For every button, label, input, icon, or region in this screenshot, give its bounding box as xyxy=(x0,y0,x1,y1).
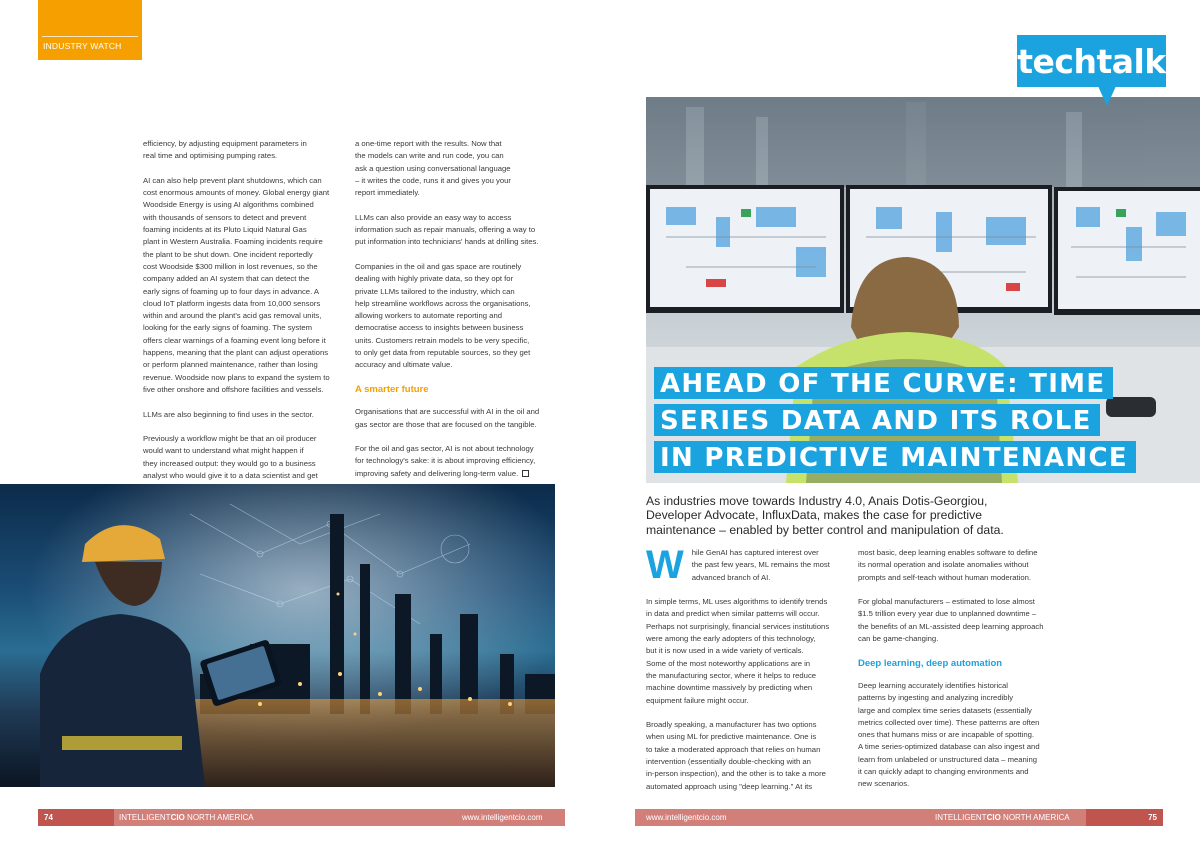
article-headline xyxy=(654,367,1136,478)
paragraph: a one-time report with the results. Now that the models can write and run code, you can ask a question using conversational language – it writes the code, runs it and gives you your report immediately. xyxy=(355,139,511,198)
paragraph: LLMs can also provide an easy way to access information such as repair manuals, offering a way to put information into technicians' hands at drilling sites. xyxy=(355,212,539,247)
footer-url[interactable]: www.intelligentcio.com xyxy=(646,813,727,822)
drop-cap: W xyxy=(646,543,684,587)
brand-suffix: NORTH AMERICA xyxy=(1000,813,1070,822)
headline-text: AHEAD OF THE CURVE: TIME xyxy=(654,367,1113,399)
subheading-smarter-future: A smarter future xyxy=(355,383,429,395)
paragraph-final xyxy=(355,443,555,480)
headline-text: SERIES DATA AND ITS ROLE xyxy=(654,404,1100,436)
refinery-illustration xyxy=(0,484,555,787)
right-page-number: 75 xyxy=(1148,813,1157,822)
left-page-number: 74 xyxy=(44,813,53,822)
left-page-column-2 xyxy=(355,138,555,480)
headline-line-1 xyxy=(654,367,1136,399)
brand-cio: CIO xyxy=(986,813,1001,822)
refinery-engineer-photo xyxy=(0,484,555,787)
paragraph: Previously a workflow might be that an oil producer would want to understand what might happen if they increased output: they would go to a business analyst who would give it to a data scientist and get xyxy=(143,434,318,481)
right-page-column-2 xyxy=(858,547,1068,803)
subheading-deep-learning: Deep learning, deep automation xyxy=(858,657,1003,669)
footer-brand xyxy=(119,809,254,826)
headline-line-3 xyxy=(654,441,1136,473)
paragraph: Companies in the oil and gas space are routinely dealing with highly private data, so they opt for private LLMs tailored to the industry, which can help streamline workflows across the organisations, allowing workers to automate reporting and democratise access to insights between business units. Customers retrain models to be very specific, to only get data from reputable sources, so they get accuracy and ultimate value. xyxy=(355,261,531,370)
paragraph: most basic, deep learning enables software to define its normal operation and isolate anomalies without prompts and self-teach without human moderation. xyxy=(858,548,1038,582)
end-mark-icon xyxy=(522,470,529,477)
paragraph: LLMs are also beginning to find uses in the sector. xyxy=(143,409,314,419)
paragraph: In simple terms, ML uses algorithms to identify trends in data and predict when similar patterns will occur. Perhaps not surprisingly, financial services institutions were among the early adopters of this technology, but it is now used in a wide variety of verticals. Some of the most noteworthy applications are in the manufacturing sector, where it helps to reduce machine downtime massively by predicting when equipment failure might occur. xyxy=(646,597,830,705)
section-tag xyxy=(38,0,142,60)
paragraph: Broadly speaking, a manufacturer has two options when using ML for predictive maintenance. One is to take a moderated approach that relies on human intervention (essentially double-checking with an in-person inspection), and the other is to take a more automated approach using "deep learning." At its xyxy=(646,720,826,791)
paragraph: Organisations that are successful with AI in the oil and gas sector are those that are focused on the tangible. xyxy=(355,407,540,429)
headline-line-2 xyxy=(654,404,1136,436)
left-page-number-box xyxy=(38,809,114,826)
techtalk-logo-text: techtalk xyxy=(1017,42,1166,81)
speech-bubble-tail-icon xyxy=(1098,86,1116,106)
right-page-number-box xyxy=(1086,809,1163,826)
paragraph-text: For the oil and gas sector, AI is not about technology for technology's sake: it is about improving efficiency, improving safety and delivering long-term value. xyxy=(355,444,536,478)
paragraph-text: hile GenAI has captured interest over the past few years, ML remains the most advanced branch of AI. xyxy=(691,548,830,582)
paragraph: AI can also help prevent plant shutdowns, which can cost enormous amounts of money. Global energy giant Woodside Energy is using AI algorithms combined with thousands of sensors to detect and prevent foaming incidents at its Pluto Liquid Natural Gas plant in Western Australia. Foaming incidents require the plant to be shut down. One incident reportedly cost Woodside $300 million in lost revenues, so the company added an AI system that can detect the early signs of foaming up to four days in advance. A cloud IoT platform ingests data from 10,000 sensors within and around the plant's acid gas removal units, looking for the early signs of foaming. The system offers clear warnings of a foaming event long before it happens, meaning that the plant can adjust operations or perform planned maintenance, rather than losing revenue. Woodside now plans to expand the system to five other onshore and offshore facilities and vessels. xyxy=(143,175,330,394)
standfirst: As industries move towards Industry 4.0, Anais Dotis-Georgiou, Developer Advocate, InfluxData, makes the case for predictive maintenance – enabled by better control and manipulation of data. xyxy=(646,494,1004,537)
paragraph: efficiency, by adjusting equipment parameters in real time and optimising pumping rates. xyxy=(143,139,307,161)
headline-text: IN PREDICTIVE MAINTENANCE xyxy=(654,441,1136,473)
paragraph: Deep learning accurately identifies historical patterns by ingesting and analyzing incredibly large and complex time series datasets (essentially metrics collected over time). These patterns are often ones that humans miss or are incapable of spotting. A time series-optimized database can also ingest and learn from unlabeled or unstructured data – meaning it can quickly adapt to changing environments and new scenarios. xyxy=(858,680,1040,789)
left-page-column-1 xyxy=(143,138,343,495)
left-footer-bar xyxy=(114,809,565,826)
paragraph: For global manufacturers – estimated to lose almost $1.5 trillion every year due to unplanned downtime – the benefits of an ML-assisted deep learning approach can be game-changing. xyxy=(858,597,1044,644)
section-tag-label: INDUSTRY WATCH xyxy=(43,41,122,51)
footer-brand xyxy=(935,809,1070,826)
lead-paragraph xyxy=(646,543,851,587)
right-footer-bar xyxy=(635,809,1086,826)
brand-prefix: INTELLIGENT xyxy=(119,813,171,822)
techtalk-logo xyxy=(1017,35,1166,87)
footer-url[interactable]: www.intelligentcio.com xyxy=(462,813,543,822)
brand-prefix: INTELLIGENT xyxy=(935,813,987,822)
brand-cio: CIO xyxy=(170,813,185,822)
right-page-column-1 xyxy=(646,543,851,805)
brand-suffix: NORTH AMERICA xyxy=(184,813,254,822)
section-tag-rule xyxy=(42,36,138,37)
